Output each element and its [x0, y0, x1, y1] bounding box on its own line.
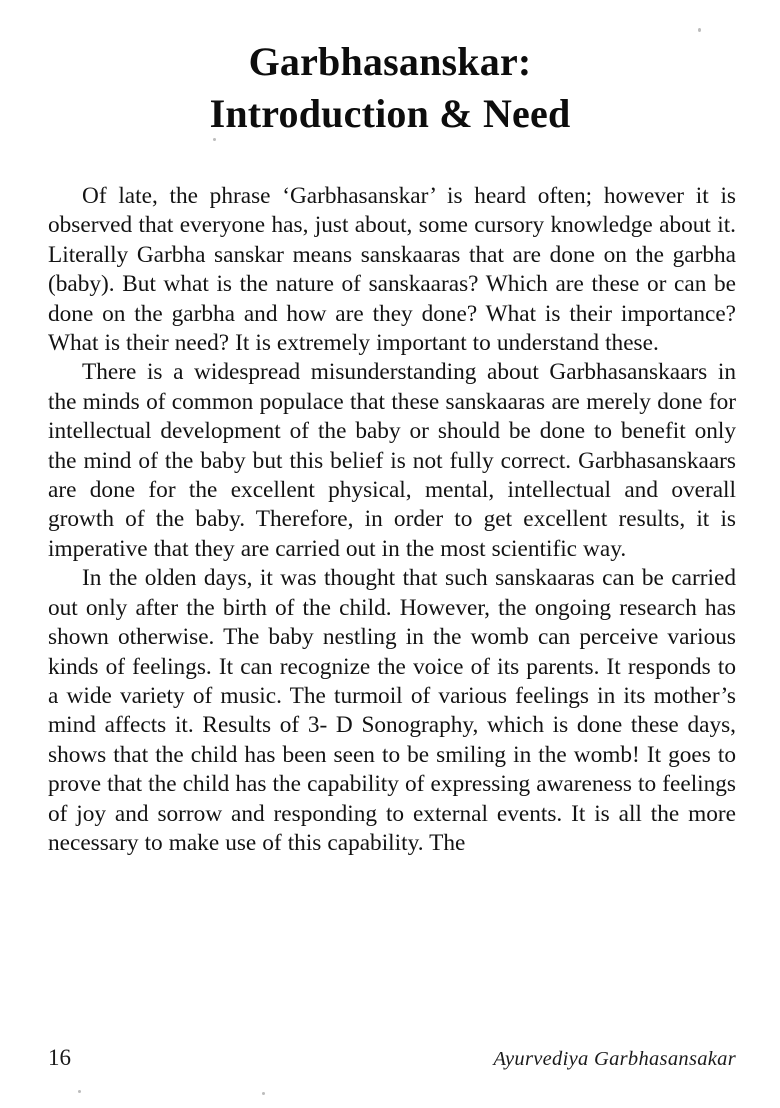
paragraph-3-text: In the olden days, it was thought that such sanskaaras can be carried out only after the birth of the child. However, the ongoing research has shown otherwise. The baby nestling in the womb can perceive various kinds of feelings. It can recognize the voice of its parents. It responds to a wide variety of music. The turmoil of various feelings in its mother’s mind affects it. Results of 3- D Sonography, which is done these days, shows that the child has been seen to be smiling in the womb! It goes to prove that the child has the capability of expressing awareness to feelings of joy and sorrow and responding to external events. It is all the more necessary to make use of this capability. The — [48, 565, 736, 856]
scan-speck — [698, 28, 701, 32]
running-head: Ayurvediya Garbhasansakar — [493, 1048, 736, 1070]
paragraph-2-text: There is a widespread misunderstanding about Garbhasanskaars in the minds of common populace that these sanskaaras are merely done for intellectual development of the baby or should be done to benefit only the mind of the baby but this belief is not fully correct. Garbhasanskaars are done for the excellent physical, mental, intellectual and overall growth of the baby. Therefore, in order to get excellent results, it is imperative that they are carried out in the most scientific way. — [48, 359, 736, 562]
title-line-2: Introduction & Need — [209, 91, 571, 136]
page-footer — [48, 1044, 736, 1073]
paragraph-1-text: Of late, the phrase ‘Garbhasanskar’ is heard often; however it is observed that everyone has, just about, some cursory knowledge about it. Literally Garbha sanskar means sanskaaras that are done on the garbha (baby). But what is the nature of sanskaaras? Which are these or can be done on the garbha and how are they done? What is their importance? What is their need? It is extremely important to understand these. — [48, 183, 736, 357]
body-text — [48, 182, 736, 858]
page-title — [0, 36, 780, 140]
page-number: 16 — [48, 1045, 71, 1070]
paragraph-2 — [48, 358, 736, 564]
paragraph-1 — [48, 182, 736, 358]
scan-speck — [262, 1092, 265, 1095]
paragraph-3 — [48, 564, 736, 858]
title-line-1: Garbhasanskar: — [248, 39, 532, 84]
scan-speck — [78, 1090, 81, 1093]
